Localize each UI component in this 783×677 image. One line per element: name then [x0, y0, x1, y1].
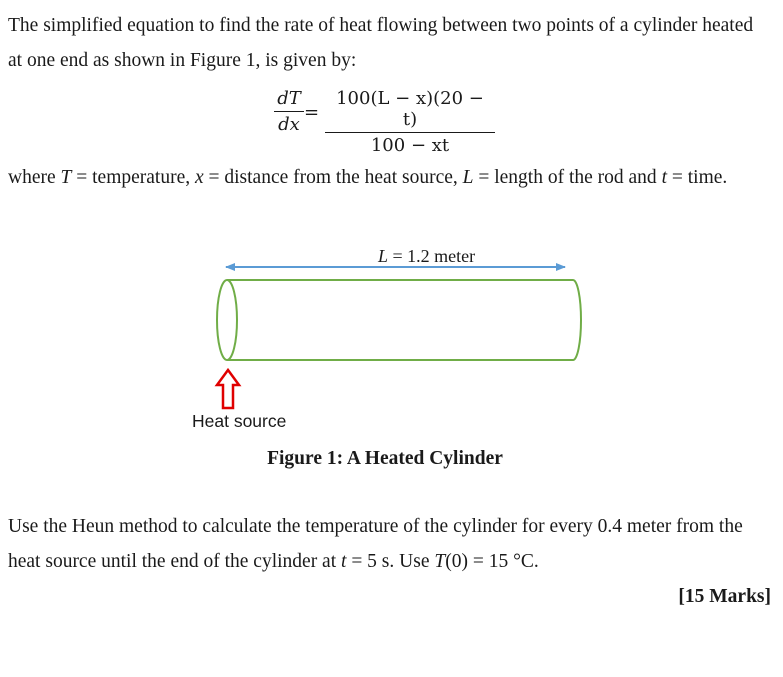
task-t-symbol: t	[341, 551, 347, 572]
marks-label: [15 Marks]	[678, 586, 771, 607]
t-symbol: t	[661, 167, 667, 188]
rhs-numerator: 100(L − x)(20 − t)	[336, 88, 484, 130]
L-symbol: L	[462, 167, 474, 188]
T-definition: = temperature,	[71, 167, 195, 188]
definitions-paragraph	[8, 160, 770, 195]
length-label	[378, 245, 475, 267]
lhs-fraction	[274, 88, 304, 135]
L-definition: = length of the rod and	[473, 167, 662, 188]
figure-caption: Figure 1: A Heated Cylinder	[267, 448, 503, 469]
task-T-symbol: T	[434, 551, 446, 572]
equals-sign: =	[304, 102, 320, 123]
rhs-fraction	[325, 88, 495, 156]
definitions-prefix: where	[8, 167, 61, 188]
cylinder-body	[227, 280, 581, 360]
x-symbol: x	[194, 167, 204, 188]
length-symbol: L	[378, 246, 389, 266]
T-symbol: T	[60, 167, 72, 188]
intro-paragraph: The simplified equation to find the rate of heat flowing between two points of a cylinder heated at one end as shown in Figure 1, is given by:	[8, 15, 754, 71]
task-text-1: Use the Heun method to calculate the temperature of the cylinder for every 0.4 meter from the heat source until the end of the cylinder at	[8, 516, 743, 572]
task-paragraph	[8, 509, 770, 579]
task-text-2: = 5 s. Use	[346, 551, 435, 572]
task-text-3: (0) = 15 °C.	[445, 551, 539, 572]
lhs-numerator: dT	[277, 88, 301, 109]
heat-source-label: Heat source	[192, 411, 287, 431]
cylinder-figure	[0, 240, 783, 440]
lhs-denominator: dx	[274, 111, 304, 135]
up-arrow-outline-icon	[217, 370, 239, 408]
t-definition: = time.	[666, 167, 728, 188]
x-definition: = distance from the heat source,	[203, 167, 463, 188]
rhs-denominator: 100 − xt	[325, 132, 495, 156]
length-value: = 1.2 meter	[388, 246, 476, 266]
cylinder-end-face	[217, 280, 237, 360]
